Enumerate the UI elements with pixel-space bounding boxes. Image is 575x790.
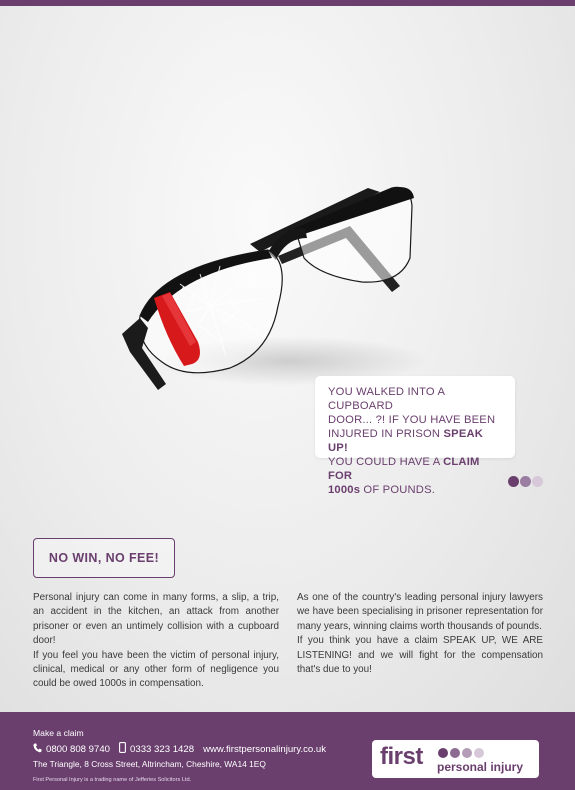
callout-line-3: INJURED IN PRISON SPEAK UP!	[328, 428, 484, 454]
contact-row	[33, 742, 326, 756]
dot-3	[532, 476, 543, 487]
logo-word-first: first	[380, 743, 423, 770]
callout-line-1: YOU WALKED INTO A CUPBOARD	[328, 386, 445, 412]
phone-number-1[interactable]: 0800 808 9740	[46, 743, 111, 755]
no-win-no-fee-badge: NO WIN, NO FEE!	[33, 538, 175, 578]
phone-icon	[33, 743, 42, 756]
website-link[interactable]: www.firstpersonalinjury.co.uk	[203, 743, 327, 755]
pagination-dots	[508, 476, 548, 488]
logo-dot-4	[474, 748, 484, 758]
callout-line-5: 1000s OF POUNDS.	[328, 484, 436, 496]
body-paragraph: If you think you have a claim SPEAK UP, WE ARE LISTENING! and we will fight for the compensation that's due to you!	[297, 635, 543, 676]
make-claim-label: Make a claim	[33, 728, 84, 738]
phone-number-2[interactable]: 0333 323 1428	[130, 743, 195, 755]
logo-dot-3	[462, 748, 472, 758]
broken-glasses-image	[100, 166, 440, 406]
logo-dot-1	[438, 748, 448, 758]
footer	[0, 712, 575, 790]
logo-word-personal-injury: personal injury	[437, 760, 524, 774]
address-text: The Triangle, 8 Cross Street, Altrincham, Cheshire, WA14 1EQ	[33, 759, 266, 769]
mobile-phone-icon	[119, 742, 126, 756]
body-column-left	[33, 591, 279, 692]
logo-dots	[438, 748, 498, 760]
body-paragraph: Personal injury can come in many forms, a slip, a trip, an accident in the kitchen, an attack from another prisoner or even an untimely collision with a cupboard door!	[33, 592, 279, 647]
callout-line-4: YOU COULD HAVE A CLAIM FOR	[328, 456, 480, 482]
speech-callout	[315, 376, 515, 496]
dot-2	[520, 476, 531, 487]
dot-1	[508, 476, 519, 487]
trading-name-note: First Personal Injury is a trading name of Jefferies Solicitors Ltd.	[33, 777, 192, 783]
body-paragraph: As one of the country's leading personal injury lawyers we have been specialising in prisoner representation for many years, winning claims worth thousands of pounds.	[297, 592, 543, 632]
body-paragraph: If you feel you have been the victim of personal injury, clinical, medical or any other form of negligence you could be owed 1000s in compensation.	[33, 649, 279, 690]
logo-dot-2	[450, 748, 460, 758]
body-column-right	[297, 591, 543, 677]
callout-line-2: DOOR... ?! IF YOU HAVE BEEN	[328, 414, 496, 426]
company-logo	[372, 740, 539, 778]
